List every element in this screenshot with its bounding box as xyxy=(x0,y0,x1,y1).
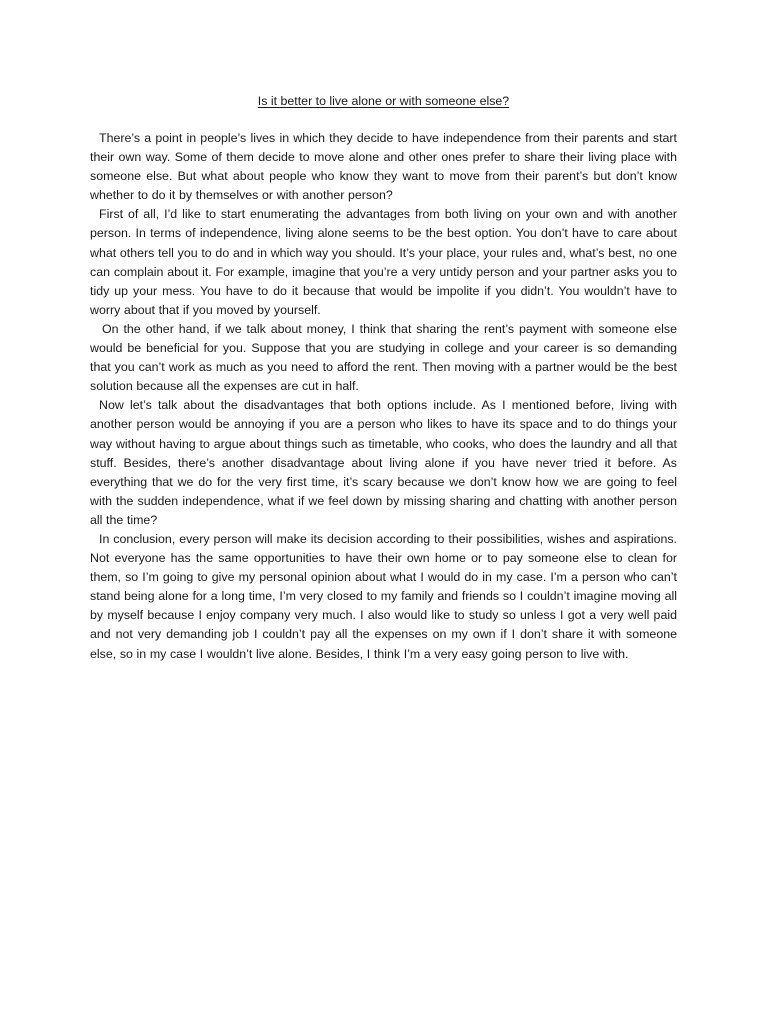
paragraph-disadvantages: Now let’s talk about the disadvantages that both options include. As I mentioned before, living with another person would be annoying if you are a person who likes to have its space and to do things your way without having to argue about things such as timetable, who cooks, who does the laundry and all that stuff. Besides, there’s another disadvantage about living alone if you have never tried it before. As everything that we do for the very first time, it’s scary because we don’t know how we are going to feel with the sudden independence, what if we feel down by missing sharing and chatting with another person all the time? xyxy=(90,398,677,527)
paragraph-advantages-living-alone: First of all, I’d like to start enumerating the advantages from both living on your own and with another person. In terms of independence, living alone seems to be the best option. You don’t have to care about what others tell you to do and in which way you should. It’s your place, your rules and, what’s best, no one can complain about it. For example, imagine that you’re a very untidy person and your partner asks you to tidy up your mess. You have to do it because that would be impolite if you didn’t. You wouldn’t have to worry about that if you moved by yourself. xyxy=(90,207,677,317)
paragraph-conclusion: In conclusion, every person will make its decision according to their possibilities, wishes and aspirations. Not everyone has the same opportunities to have their own home or to pay someone else to clean for them, so I’m going to give my personal opinion about what I would do in my case. I’m a person who can’t stand being alone for a long time, I’m very closed to my family and friends so I couldn’t imagine moving all by myself because I enjoy company very much. I also would like to study so unless I got a very well paid and not very demanding job I couldn’t pay all the expenses on my own if I don’t share it with someone else, so in my case I wouldn’t live alone. Besides, I think I’m a very easy going person to live with. xyxy=(90,531,677,661)
document-title: Is it better to live alone or with someone else? xyxy=(257,94,510,108)
document-body xyxy=(90,129,677,664)
paragraph-advantages-sharing: On the other hand, if we talk about money, I think that sharing the rent’s payment with someone else would be beneficial for you. Suppose that you are studying in college and your career is so demanding that you can’t work as much as you need to afford the rent. Then moving with a partner would be the best solution because all the expenses are cut in half. xyxy=(90,321,677,394)
document-page xyxy=(90,0,677,1024)
paragraph-introduction: There’s a point in people’s lives in which they decide to have independence from their parents and start their own way. Some of them decide to move alone and other ones prefer to share their living place with someone else. But what about people who know they want to move from their parent’s but don’t know whether to do it by themselves or with another person? xyxy=(90,131,677,203)
